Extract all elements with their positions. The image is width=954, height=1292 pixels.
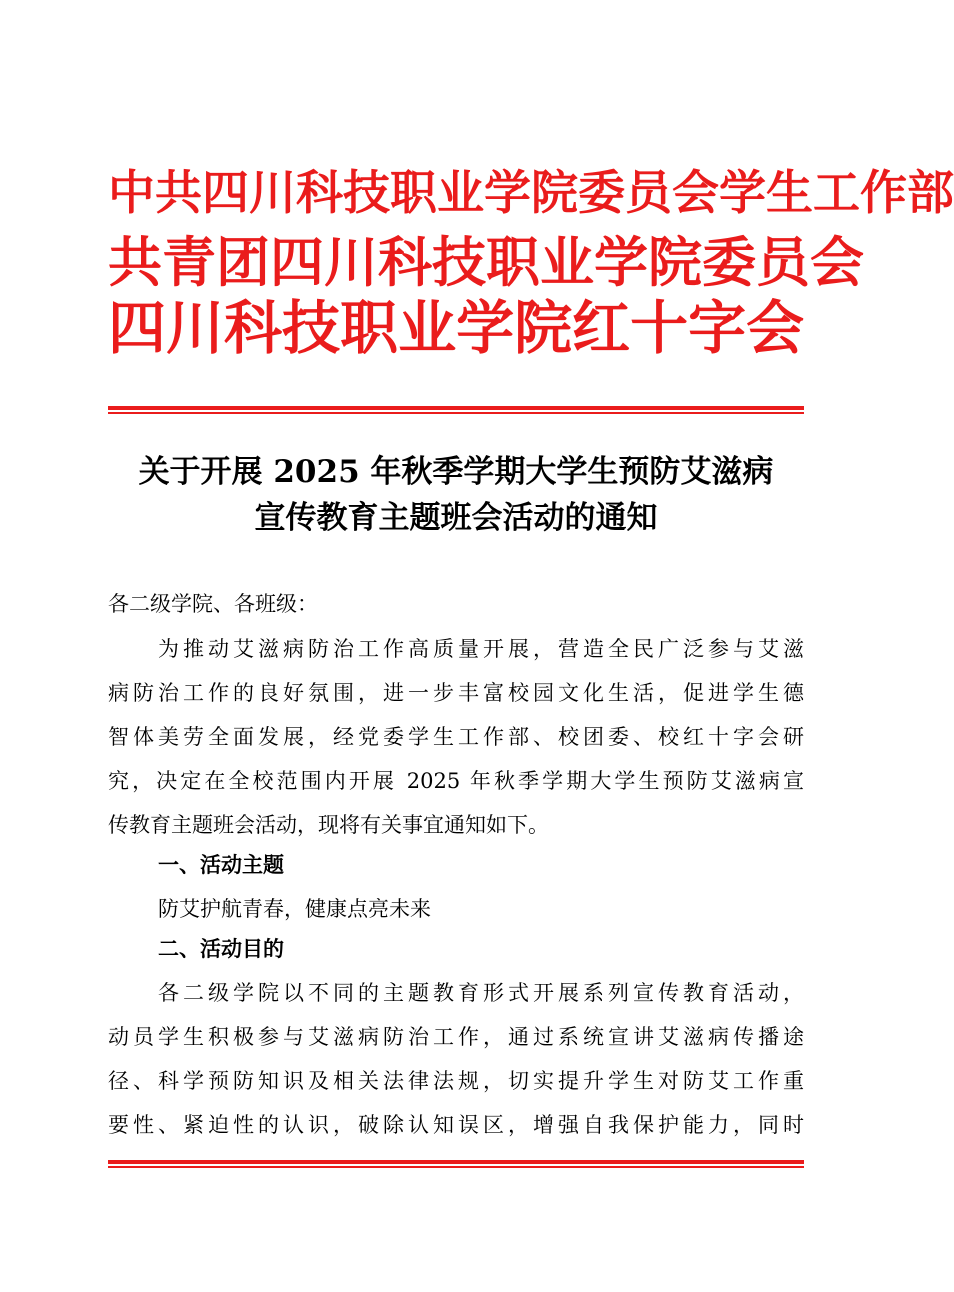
letterhead-line-1 [108,162,954,226]
letterhead-char: 会 [810,230,864,294]
letterhead-char: 技 [432,230,486,294]
letterhead-char: 学 [719,166,766,221]
salutation: 各二级学院、各班级： [108,592,318,616]
letterhead-char: 技 [282,294,341,362]
letterhead-char: 工 [813,166,860,221]
letterhead-char: 十 [630,294,689,362]
letterhead-line-3 [108,296,804,360]
letterhead-char: 委 [578,166,625,221]
letterhead-char: 川 [166,294,225,362]
intro-line-1: 为推动艾滋病防治工作高质量开展，营造全民广泛参与艾滋 [158,637,804,661]
letterhead-char: 业 [398,294,457,362]
letterhead-char: 科 [378,230,432,294]
letterhead-char: 字 [688,294,747,362]
document-title-line-2: 宣传教育主题班会活动的通知 [254,500,658,536]
letterhead-char: 学 [484,166,531,221]
letterhead-char: 会 [672,166,719,221]
letterhead-char: 员 [625,166,672,221]
letterhead-char: 中 [108,166,155,221]
letterhead-char: 共 [155,166,202,221]
page-divider-bottom [108,1160,804,1168]
letterhead-char: 部 [907,166,954,221]
letterhead-char: 团 [216,230,270,294]
letterhead-char: 青 [162,230,216,294]
section-theme-content: 防艾护航青春，健康点亮未来 [158,897,431,921]
letterhead-divider-top [108,406,804,414]
letterhead-line-2 [108,230,864,294]
letterhead-char: 共 [108,230,162,294]
letterhead-char: 职 [390,166,437,221]
letterhead-char: 川 [249,166,296,221]
letterhead-char: 业 [540,230,594,294]
letterhead-char: 员 [756,230,810,294]
letterhead-char: 职 [340,294,399,362]
letterhead-char: 红 [572,294,631,362]
intro-line-2: 病防治工作的良好氛围，进一步丰富校园文化生活，促进学生德 [108,681,804,705]
section-heading-purpose: 二、活动目的 [158,937,284,961]
letterhead-char: 学 [456,294,515,362]
letterhead-char: 院 [514,294,573,362]
letterhead-char: 会 [746,294,805,362]
letterhead-char: 科 [296,166,343,221]
letterhead-char: 职 [486,230,540,294]
letterhead-char: 四 [270,230,324,294]
purpose-line-2: 动员学生积极参与艾滋病防治工作，通过系统宣讲艾滋病传播途 [108,1025,804,1049]
section-heading-theme: 一、活动主题 [158,853,284,877]
letterhead-char: 业 [437,166,484,221]
intro-line-4: 究，决定在全校范围内开展 2025 年秋季学期大学生预防艾滋病宣 [108,769,804,793]
purpose-line-3: 径、科学预防知识及相关法律法规，切实提升学生对防艾工作重 [108,1069,804,1093]
letterhead-char: 院 [531,166,578,221]
letterhead-char: 生 [766,166,813,221]
letterhead-char: 科 [224,294,283,362]
letterhead-char: 委 [702,230,756,294]
letterhead-char: 学 [594,230,648,294]
purpose-line-4: 要性、紧迫性的认识，破除认知误区，增强自我保护能力，同时 [108,1113,804,1137]
intro-line-3: 智体美劳全面发展，经党委学生工作部、校团委、校红十字会研 [108,725,804,749]
intro-line-5: 传教育主题班会活动，现将有关事宜通知如下。 [108,813,549,837]
letterhead-char: 四 [108,294,167,362]
letterhead-char: 技 [343,166,390,221]
letterhead-char: 作 [860,166,907,221]
document-title-line-1: 关于开展 2025 年秋季学期大学生预防艾滋病 [138,454,774,490]
letterhead-char: 四 [202,166,249,221]
purpose-line-1: 各二级学院以不同的主题教育形式开展系列宣传教育活动， [158,981,804,1005]
letterhead-char: 院 [648,230,702,294]
letterhead-char: 川 [324,230,378,294]
